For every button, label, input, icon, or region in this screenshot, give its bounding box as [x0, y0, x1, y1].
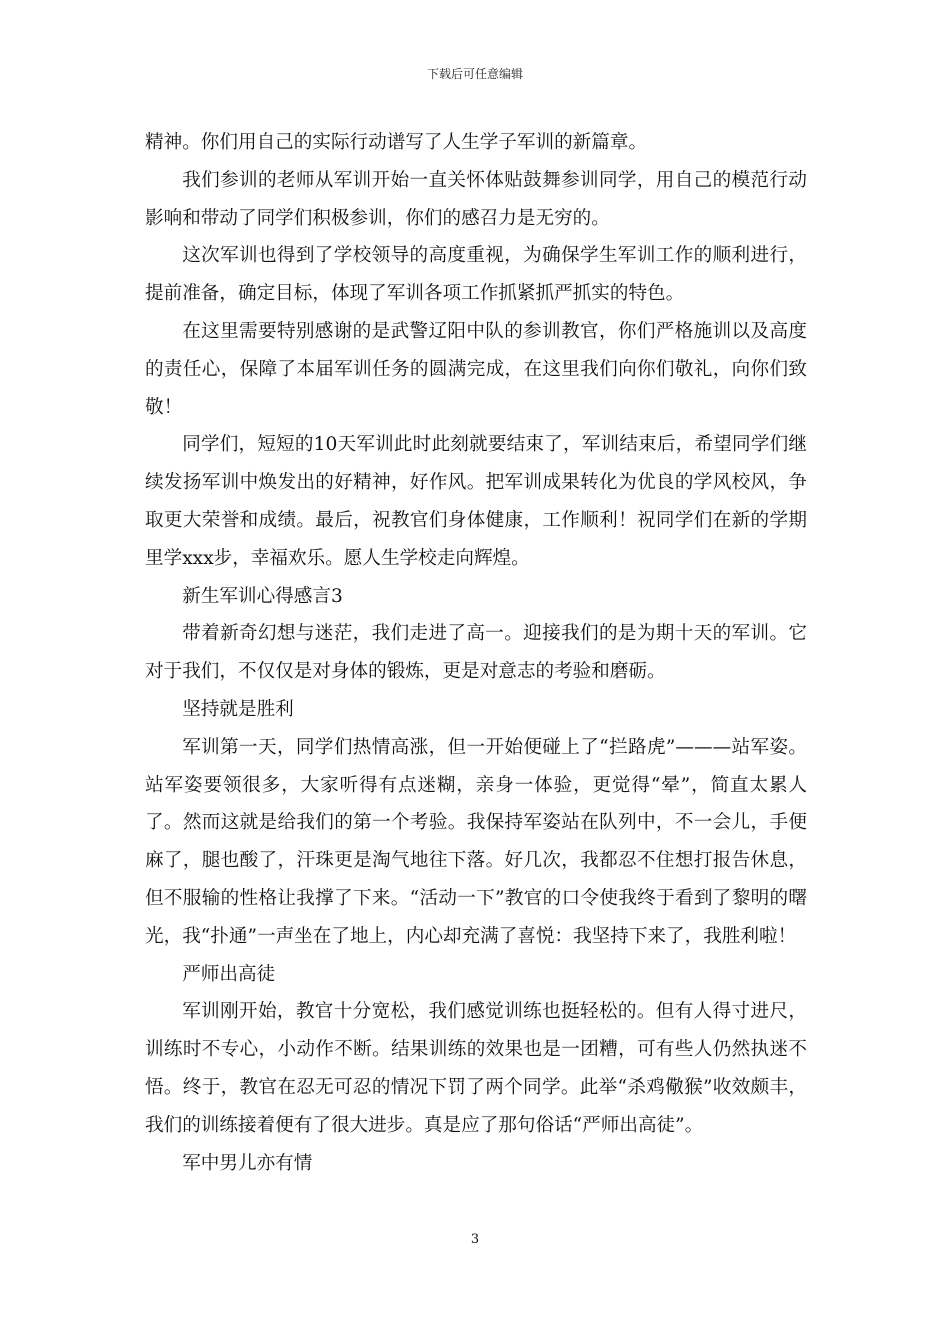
paragraph: 军训刚开始，教官十分宽松，我们感觉训练也挺轻松的。但有人得寸进尺，训练时不专心，小动作不断。结果训练的效果也是一团糟，可有些人仍然执迷不悟。终于，教官在忍无可忍的情况下罚了两个同学。此举“杀鸡儆猴”收效颇丰，我们的训练接着便有了很大进步。真是应了那句俗话“严师出高徒”。	[145, 1001, 807, 1136]
paragraph: 军训第一天，同学们热情高涨，但一开始便碰上了“拦路虎”———站军姿。站军姿要领很多，大家听得有点迷糊，亲身一体验，更觉得“晕”，简直太累人了。然而这就是给我们的第一个考验。我保持军姿站在队列中，不一会儿，手便麻了，腿也酸了，汗珠更是淘气地往下落。好几次，我都忍不住想打报告休息，但不服输的性格让我撑了下来。“活动一下”教官的口令使我终于看到了黎明的曙光，我“扑通”一声坐在了地上，内心却充满了喜悦：我坚持下来了，我胜利啦！	[145, 736, 807, 947]
section-heading: 军中男儿亦有情	[182, 1152, 313, 1174]
paragraph: 带着新奇幻想与迷茫，我们走进了高一。迎接我们的是为期十天的军训。它对于我们，不仅仅是对身体的锻炼，更是对意志的考验和磨砺。	[145, 623, 807, 683]
page-number: 3	[470, 1232, 480, 1247]
paragraph: 在这里需要特别感谢的是武警辽阳中队的参训教官，你们严格施训以及高度的责任心，保障了本届军训任务的圆满完成，在这里我们向你们敬礼，向你们致敬！	[145, 320, 807, 418]
paragraph: 同学们，短短的10天军训此时此刻就要结束了，军训结束后，希望同学们继续发扬军训中焕发出的好精神，好作风。把军训成果转化为优良的学风校风，争取更大荣誉和成绩。最后，祝教官们身体健康，工作顺利！祝同学们在新的学期里学xxx步，幸福欢乐。愿人生学校走向辉煌。	[145, 434, 807, 569]
page-header: 下载后可任意编辑	[426, 67, 523, 81]
document-body	[145, 124, 807, 1182]
paragraph: 精神。你们用自己的实际行动谱写了人生学子军训的新篇章。	[145, 132, 648, 153]
paragraph: 这次军训也得到了学校领导的高度重视，为确保学生军训工作的顺利进行，提前准备，确定目标，体现了军训各项工作抓紧抓严抓实的特色。	[145, 245, 807, 305]
section-heading: 坚持就是胜利	[182, 698, 294, 720]
section-heading: 新生军训心得感言3	[182, 585, 343, 607]
paragraph: 我们参训的老师从军训开始一直关怀体贴鼓舞参训同学，用自己的模范行动影响和带动了同学们积极参训，你们的感召力是无穷的。	[145, 169, 807, 229]
section-heading: 严师出高徒	[182, 963, 276, 985]
